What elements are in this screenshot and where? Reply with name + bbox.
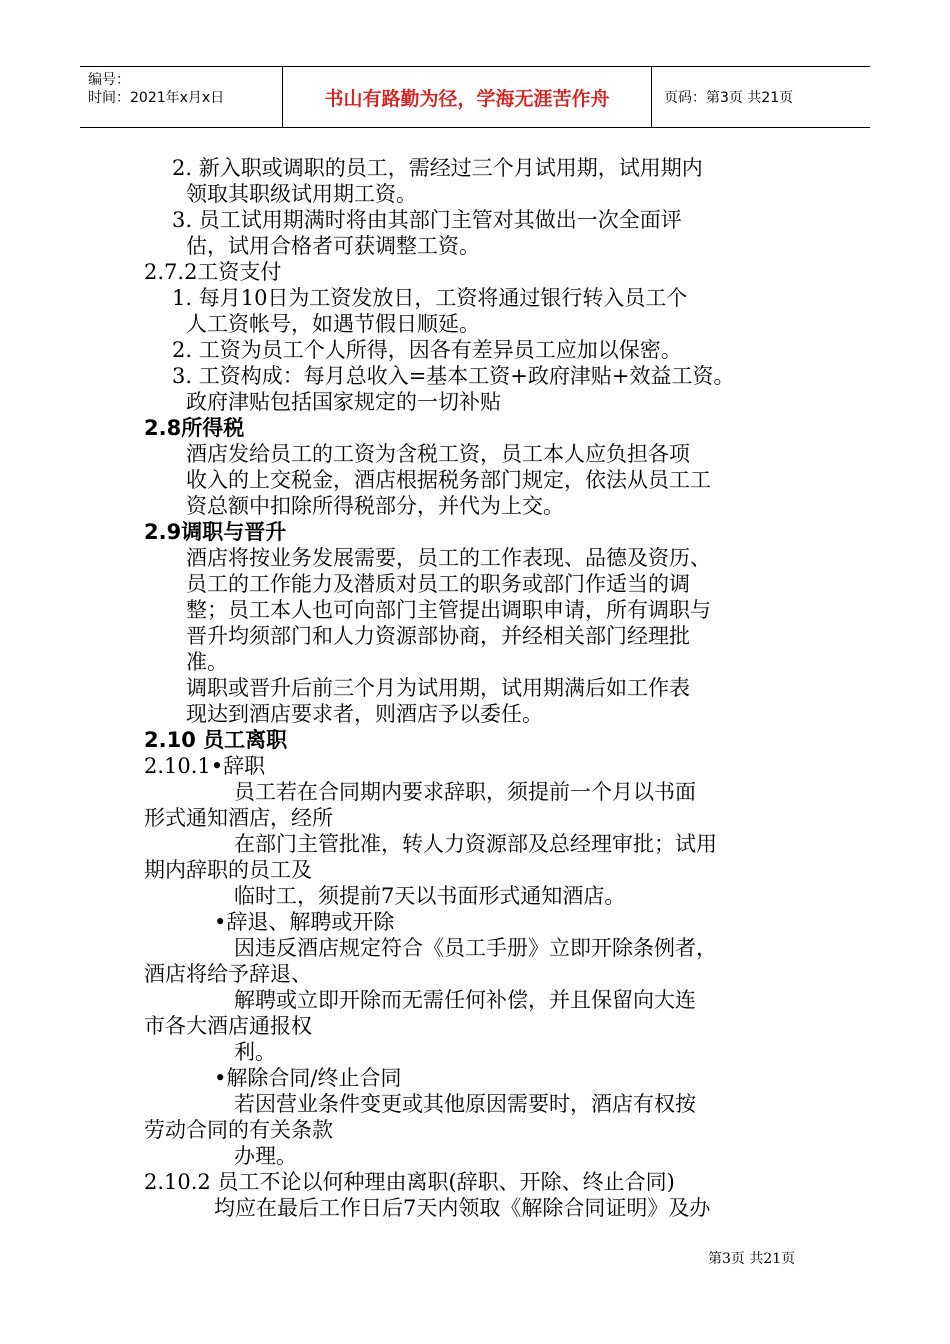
- document-date-label: 时间：2021年x月x日: [88, 90, 225, 106]
- bullet-heading: •辞退、解聘或开除: [214, 910, 395, 934]
- body-line: 估，试用合格者可获调整工资。: [186, 234, 480, 258]
- body-line: 临时工，须提前7天以书面形式通知酒店。: [234, 884, 626, 908]
- header-motto: 书山有路勤为径，学海无涯苦作舟: [282, 67, 652, 127]
- body-line: 人工资帐号，如遇节假日顺延。: [186, 312, 480, 336]
- body-line: 整；员工本人也可向部门主管提出调职申请，所有调职与: [186, 598, 711, 622]
- body-line: 办理。: [234, 1144, 297, 1168]
- body-line: 准。: [186, 650, 228, 674]
- body-line: 因违反酒店规定符合《员工手册》立即开除条例者，: [234, 936, 717, 960]
- bullet-heading: •解除合同/终止合同: [214, 1066, 402, 1090]
- subsection-heading: 2.10.1•辞职: [144, 754, 266, 778]
- body-line: 若因营业条件变更或其他原因需要时，酒店有权按: [234, 1092, 696, 1116]
- body-line: 2. 新入职或调职的员工，需经过三个月试用期，试用期内: [172, 156, 703, 180]
- body-line: 政府津贴包括国家规定的一切补贴: [186, 390, 501, 414]
- body-line: 2. 工资为员工个人所得，因各有差异员工应加以保密。: [172, 338, 682, 362]
- body-line: 现达到酒店要求者，则酒店予以委任。: [186, 702, 543, 726]
- body-line: 形式通知酒店，经所: [144, 806, 333, 830]
- section-heading: 2.8所得税: [144, 416, 245, 440]
- body-line: 晋升均须部门和人力资源部协商，并经相关部门经理批: [186, 624, 690, 648]
- body-line: 在部门主管批准，转人力资源部及总经理审批；试用: [234, 832, 717, 856]
- body-line: 1. 每月10日为工资发放日，工资将通过银行转入员工个: [172, 286, 688, 310]
- body-line: 期内辞职的员工及: [144, 858, 312, 882]
- header-page-number: 页码：第3页 共21页: [664, 90, 794, 106]
- section-heading: 2.9调职与晋升: [144, 520, 287, 544]
- body-line: 调职或晋升后前三个月为试用期，试用期满后如工作表: [186, 676, 690, 700]
- body-line: 利。: [234, 1040, 276, 1064]
- body-line: 酒店将按业务发展需要，员工的工作表现、品德及资历、: [186, 546, 711, 570]
- subsection-heading: 2.10.2 员工不论以何种理由离职(辞职、开除、终止合同): [144, 1170, 675, 1194]
- body-line: 酒店将给予辞退、: [144, 962, 312, 986]
- document-number-label: 编号：: [88, 72, 130, 88]
- body-line: 收入的上交税金，酒店根据税务部门规定，依法从员工工: [186, 468, 711, 492]
- body-line: 均应在最后工作日后7天内领取《解除合同证明》及办: [214, 1196, 711, 1220]
- body-line: 资总额中扣除所得税部分，并代为上交。: [186, 494, 564, 518]
- body-line: 员工若在合同期内要求辞职，须提前一个月以书面: [234, 780, 696, 804]
- body-line: 解聘或立即开除而无需任何补偿，并且保留向大连: [234, 988, 696, 1012]
- body-line: 酒店发给员工的工资为含税工资，员工本人应负担各项: [186, 442, 690, 466]
- body-line: 3. 工资构成：每月总收入=基本工资+政府津贴+效益工资。: [172, 364, 735, 388]
- body-line: 市各大酒店通报权: [144, 1014, 312, 1038]
- page-footer: 第3页 共21页: [708, 1251, 796, 1267]
- section-heading: 2.10 员工离职: [144, 728, 288, 752]
- body-line: 领取其职级试用期工资。: [186, 182, 417, 206]
- body-line: 劳动合同的有关条款: [144, 1118, 333, 1142]
- section-heading: 2.7.2工资支付: [144, 260, 282, 284]
- body-line: 员工的工作能力及潜质对员工的职务或部门作适当的调: [186, 572, 690, 596]
- body-line: 3. 员工试用期满时将由其部门主管对其做出一次全面评: [172, 208, 682, 232]
